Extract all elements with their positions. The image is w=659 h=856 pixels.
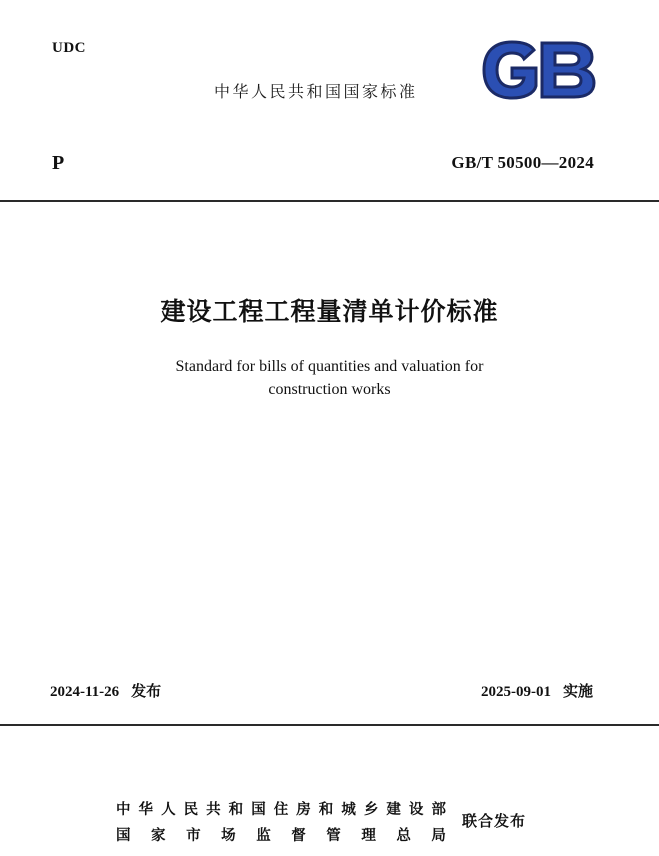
issuer-char: 总 — [396, 827, 411, 844]
issuer-char: 中 — [116, 801, 131, 818]
issuer-char: 人 — [161, 801, 176, 818]
chinese-title: 建设工程工程量清单计价标准 — [160, 297, 499, 326]
issuer-char: 国 — [251, 801, 266, 818]
udc-label: UDC — [52, 40, 86, 56]
issuing-authorities — [116, 795, 446, 847]
issuer-char: 华 — [138, 801, 154, 818]
gb-logo-icon — [478, 38, 598, 102]
issuer-char: 国 — [116, 827, 131, 844]
issuer-char: 和 — [228, 801, 244, 818]
issuer-char: 民 — [183, 801, 199, 818]
issuer-char: 家 — [151, 827, 166, 844]
issuer-char: 住 — [273, 801, 289, 818]
standard-number: GB/T 50500—2024 — [451, 153, 594, 172]
bottom-divider — [0, 724, 659, 726]
issuer-char: 监 — [256, 827, 271, 844]
issue-date: 2024-11-26 — [50, 684, 120, 700]
english-title — [0, 355, 659, 401]
issuer-char: 城 — [341, 801, 356, 818]
english-title-line-2: construction works — [268, 381, 391, 398]
issuer-char: 房 — [296, 801, 311, 818]
issuer-char: 督 — [291, 827, 306, 844]
classification-code: P — [52, 152, 65, 174]
national-standard-heading: 中华人民共和国国家标准 — [214, 82, 418, 101]
issuer-char: 管 — [326, 827, 341, 844]
implementation-label: 实施 — [562, 682, 593, 700]
issuer-char: 建 — [386, 801, 401, 818]
implementation-date: 2025-09-01 — [480, 684, 551, 700]
issuer-char: 局 — [431, 827, 446, 844]
english-title-line-1: Standard for bills of quantities and valuation for — [175, 358, 484, 375]
issuer-char: 和 — [318, 801, 334, 818]
issuer-line-2 — [116, 821, 446, 847]
issuer-char: 设 — [408, 801, 424, 818]
joint-issue-label: 联合发布 — [462, 812, 527, 830]
issuer-char: 部 — [431, 801, 446, 818]
issuer-line-1 — [116, 795, 446, 821]
top-divider — [0, 200, 659, 202]
issuer-char: 理 — [361, 827, 376, 844]
issue-date-block — [50, 680, 161, 701]
issuer-char: 共 — [206, 801, 221, 818]
issuer-char: 市 — [186, 827, 201, 844]
implementation-date-block — [481, 680, 593, 701]
issue-label: 发布 — [131, 682, 162, 700]
issuer-char: 场 — [221, 827, 236, 844]
issuer-char: 乡 — [363, 801, 379, 818]
